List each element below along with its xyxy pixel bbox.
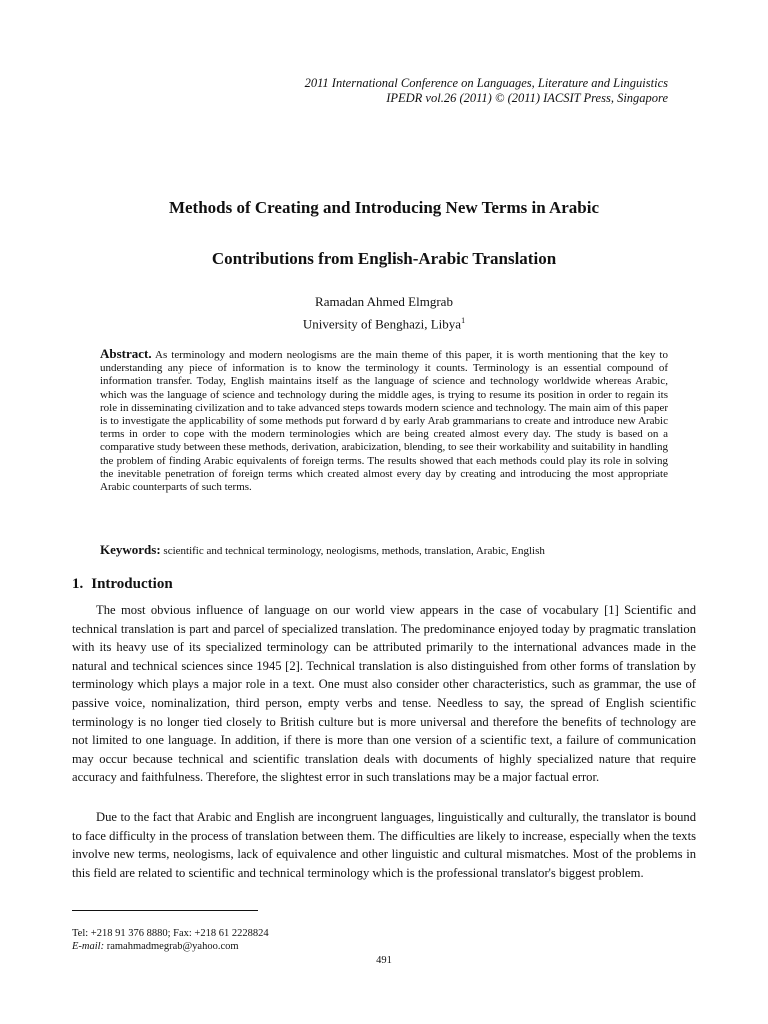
paper-title: Methods of Creating and Introducing New Terms in Arabic: [168, 198, 600, 217]
email-address: ramahmadmegrab@yahoo.com: [106, 941, 239, 952]
paper-subtitle: Contributions from English-Arabic Translation: [211, 249, 557, 268]
abstract-text: As terminology and modern neologisms are the main theme of this paper, it is worth mentioning that the key to understanding any piece of information is to know the terminology it counts. Terminology is an essential compound of information transfer. Today, English maintains itself as the language of science and technology worldwide whereas Arabic, which was the language of science and technology during the middle ages, is trying to resume its position in order to regain its role in disseminating civilization and to take advanced steps towards modern science and technology. The main aim of this paper is to investigate the applicability of some methods put forward d by early Arab grammarians to create and introduce new Arabic terms in order to cope with the modern terminologies which are being created almost every day. The study is based on a comparative study between these methods, derivation, arabicization, blending, to see their workability and suitability in handling the problem of finding Arabic equivalents of foreign terms. The results showed that each methods could play its role in solving the inevitable penetration of foreign terms which created almost every day by creating and introducing the most appropriate Arabic counterparts of such terms.: [100, 349, 668, 494]
footnote-marker: 1: [461, 316, 466, 325]
abstract-label: Abstract.: [100, 346, 152, 361]
keywords-text: scientific and technical terminology, neologisms, methods, translation, Arabic, English: [163, 545, 545, 557]
conference-line: 2011 International Conference on Languages, Literature and Linguistics: [304, 76, 668, 90]
abstract: [100, 347, 668, 494]
footnote-divider: [72, 910, 258, 911]
author-name: Ramadan Ahmed Elmgrab: [315, 294, 453, 309]
email-label: E-mail:: [72, 941, 105, 952]
conference-header: [305, 76, 668, 106]
section-heading: [72, 576, 173, 593]
footnote-email: [72, 941, 239, 953]
affiliation-text: University of Benghazi, Libya: [302, 316, 462, 332]
keywords: [100, 542, 668, 558]
section-number: 1.: [72, 576, 84, 592]
page-number: 491: [376, 955, 392, 966]
body-paragraph: Due to the fact that Arabic and English are incongruent languages, linguistically and culturally, the translator is bound to face difficulty in the process of translation between them. The difficulties are likely to increase, especially when the texts involve new terms, neologisms, lack of equivalence and other linguistic and cultural mismatches. Most of the problems in this field are related to scientific and technical terminology which is the professional translator's biggest problem.: [72, 810, 696, 880]
publication-line: IPEDR vol.26 (2011) © (2011) IACSIT Press, Singapore: [386, 91, 668, 105]
footnote-phone: Tel: +218 91 376 8880; Fax: +218 61 2228824: [72, 928, 269, 939]
section-title: Introduction: [91, 576, 173, 592]
keywords-label: Keywords:: [100, 542, 161, 557]
body-paragraph: The most obvious influence of language on our world view appears in the case of vocabulary [1] Scientific and technical translation is part and parcel of specialized translation. The predominance enjoyed today by pragmatic translation with its heavy use of its specialized terminology can be attributed primarily to the international advances made in the natural and technical sciences since 1945 [2]. Technical translation is also distinguished from other forms of translation by terminology which plays a major role in a text. One must also consider other characteristics, such as grammar, the use of passive voice, nominalization, third person, empty verbs and tense. Needless to say, the spread of English scientific terminology is no longer tied closely to British culture but is more universal and therefore the benefits of technology are not limited to one language. In addition, if there is more than one version of a scientific text, a failure of communication may occur because technical and scientific translation deals with documents of highly specialized nature that require accuracy and faithfulness. Therefore, the slightest error in such translations may be a major factual error.: [72, 603, 696, 785]
author-affiliation: [0, 316, 768, 332]
